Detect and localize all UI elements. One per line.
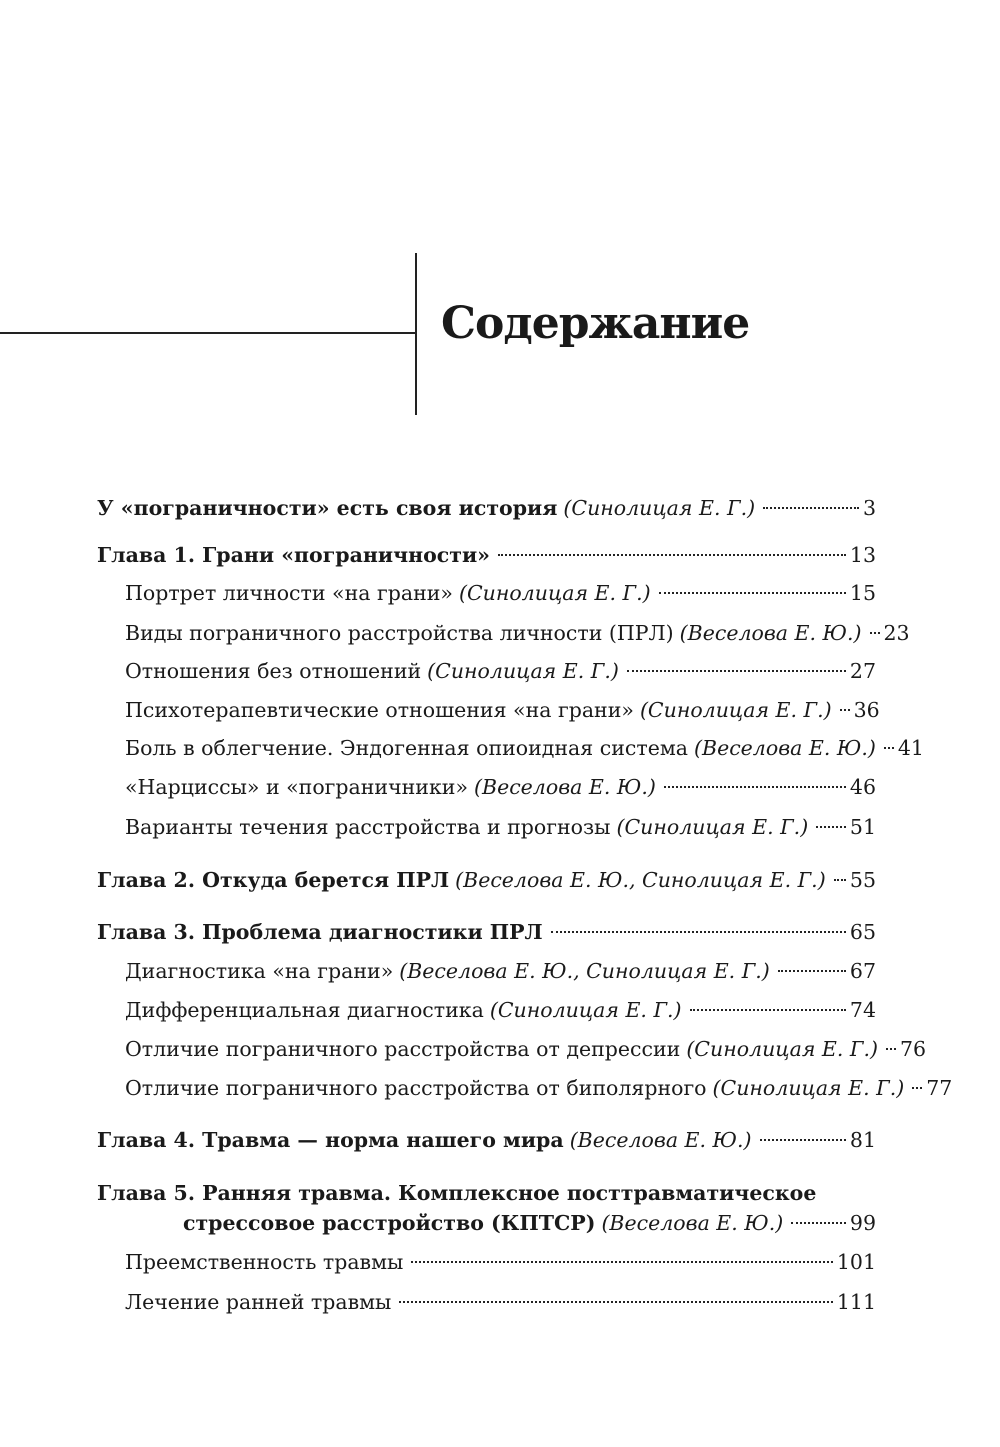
entry-title: Дифференциальная диагностика (125, 998, 484, 1022)
toc-entry-section[interactable] (125, 578, 876, 608)
toc-entry-section[interactable] (125, 956, 876, 986)
entry-title: Преемственность травмы (125, 1250, 404, 1274)
entry-author: (Веселова Е. Ю.) (601, 1211, 784, 1235)
dot-leader (659, 592, 846, 594)
dot-leader (664, 786, 846, 788)
title-rule-vertical (415, 253, 417, 415)
entry-author: (Синолицая Е. Г.) (489, 998, 682, 1022)
entry-title: Отличие пограничного расстройства от депрессии (125, 1037, 681, 1061)
entry-author: (Синолицая Е. Г.) (616, 815, 809, 839)
entry-author: (Веселова Е. Ю.) (694, 736, 876, 760)
toc-entry-chapter-1[interactable] (97, 540, 876, 570)
entry-title: стрессовое расстройство (КПТСР) (183, 1211, 596, 1235)
dot-leader (834, 879, 846, 881)
entry-page: 55 (849, 868, 876, 892)
toc-entry-section[interactable] (125, 695, 880, 725)
entry-page: 111 (836, 1290, 876, 1314)
entry-title: Диагностика «на грани» (125, 959, 394, 983)
toc-entry-chapter-5-line1[interactable]: Глава 5. Ранняя травма. Комплексное посттравматическое (97, 1181, 817, 1205)
entry-author: (Веселова Е. Ю., Синолицая Е. Г.) (399, 959, 770, 983)
entry-page: 13 (849, 543, 876, 567)
dot-leader (840, 709, 850, 711)
toc-entry-chapter-2[interactable] (97, 865, 876, 895)
dot-leader (551, 931, 846, 933)
dot-leader (886, 1048, 896, 1050)
entry-title: Портрет личности «на грани» (125, 581, 453, 605)
entry-page: 27 (849, 659, 876, 683)
toc-entry-section[interactable] (125, 812, 876, 842)
toc-entry-preface[interactable] (97, 493, 876, 523)
toc-entry-section[interactable] (125, 618, 910, 648)
entry-author: (Синолицая Е. Г.) (427, 659, 619, 683)
dot-leader (791, 1222, 846, 1224)
dot-leader (690, 1009, 846, 1011)
title-rule-horizontal (0, 332, 417, 334)
entry-page: 65 (849, 920, 876, 944)
entry-title: Психотерапевтические отношения «на грани» (125, 698, 634, 722)
toc-entry-chapter-4[interactable] (97, 1125, 876, 1155)
entry-page: 81 (849, 1128, 876, 1152)
entry-page: 3 (862, 496, 876, 520)
entry-author: (Веселова Е. Ю.) (679, 621, 862, 645)
dot-leader (498, 554, 846, 556)
dot-leader (760, 1139, 846, 1141)
entry-title: Виды пограничного расстройства личности (ПРЛ) (125, 621, 674, 645)
dot-leader (778, 970, 846, 972)
toc-entry-section[interactable] (125, 1287, 876, 1317)
entry-page: 51 (849, 815, 876, 839)
toc-entry-section[interactable] (125, 1247, 876, 1277)
dot-leader (627, 670, 846, 672)
entry-author: (Синолицая Е. Г.) (686, 1037, 878, 1061)
entry-title: Лечение ранней травмы (125, 1290, 392, 1314)
entry-title: Глава 1. Грани «пограничности» (97, 543, 490, 567)
toc-entry-section[interactable] (125, 1073, 953, 1103)
dot-leader (884, 747, 894, 749)
entry-page: 23 (883, 621, 910, 645)
entry-author: (Веселова Е. Ю., Синолицая Е. Г.) (455, 868, 826, 892)
entry-page: 41 (897, 736, 924, 760)
toc-entry-section[interactable] (125, 1034, 927, 1064)
entry-title: Глава 4. Травма — норма нашего мира (97, 1128, 564, 1152)
entry-title: Варианты течения расстройства и прогнозы (125, 815, 611, 839)
entry-page: 46 (849, 775, 876, 799)
entry-page: 67 (849, 959, 876, 983)
entry-author: (Синолицая Е. Г.) (639, 698, 832, 722)
dot-leader (763, 507, 859, 509)
entry-title: У «пограничности» есть своя история (97, 496, 558, 520)
dot-leader (912, 1087, 922, 1089)
dot-leader (870, 632, 880, 634)
entry-author: (Синолицая Е. Г.) (458, 581, 651, 605)
dot-leader (816, 826, 846, 828)
entry-page: 74 (849, 998, 876, 1022)
page-title: Содержание (441, 298, 750, 349)
toc-entry-chapter-3[interactable] (97, 917, 876, 947)
entry-title: Глава 3. Проблема диагностики ПРЛ (97, 920, 543, 944)
entry-author: (Синолицая Е. Г.) (712, 1076, 905, 1100)
entry-page: 77 (926, 1076, 953, 1100)
toc-entry-section[interactable] (125, 995, 876, 1025)
entry-author: (Синолицая Е. Г.) (563, 496, 756, 520)
entry-title: Боль в облегчение. Эндогенная опиоидная система (125, 736, 688, 760)
toc-entry-section[interactable] (125, 733, 924, 763)
entry-title: Глава 2. Откуда берется ПРЛ (97, 868, 450, 892)
dot-leader (411, 1261, 832, 1263)
entry-author: (Веселова Е. Ю.) (569, 1128, 752, 1152)
entry-title: Отличие пограничного расстройства от биполярного (125, 1076, 707, 1100)
toc-entry-section[interactable] (125, 656, 876, 686)
toc-entry-section[interactable] (125, 772, 876, 802)
toc-entry-chapter-5[interactable] (183, 1208, 876, 1238)
entry-author: (Веселова Е. Ю.) (474, 775, 656, 799)
dot-leader (399, 1301, 832, 1303)
entry-title: Отношения без отношений (125, 659, 422, 683)
entry-page: 36 (853, 698, 880, 722)
entry-page: 99 (849, 1211, 876, 1235)
entry-page: 76 (900, 1037, 927, 1061)
entry-page: 101 (836, 1250, 876, 1274)
entry-title: «Нарциссы» и «пограничники» (125, 775, 468, 799)
entry-page: 15 (849, 581, 876, 605)
